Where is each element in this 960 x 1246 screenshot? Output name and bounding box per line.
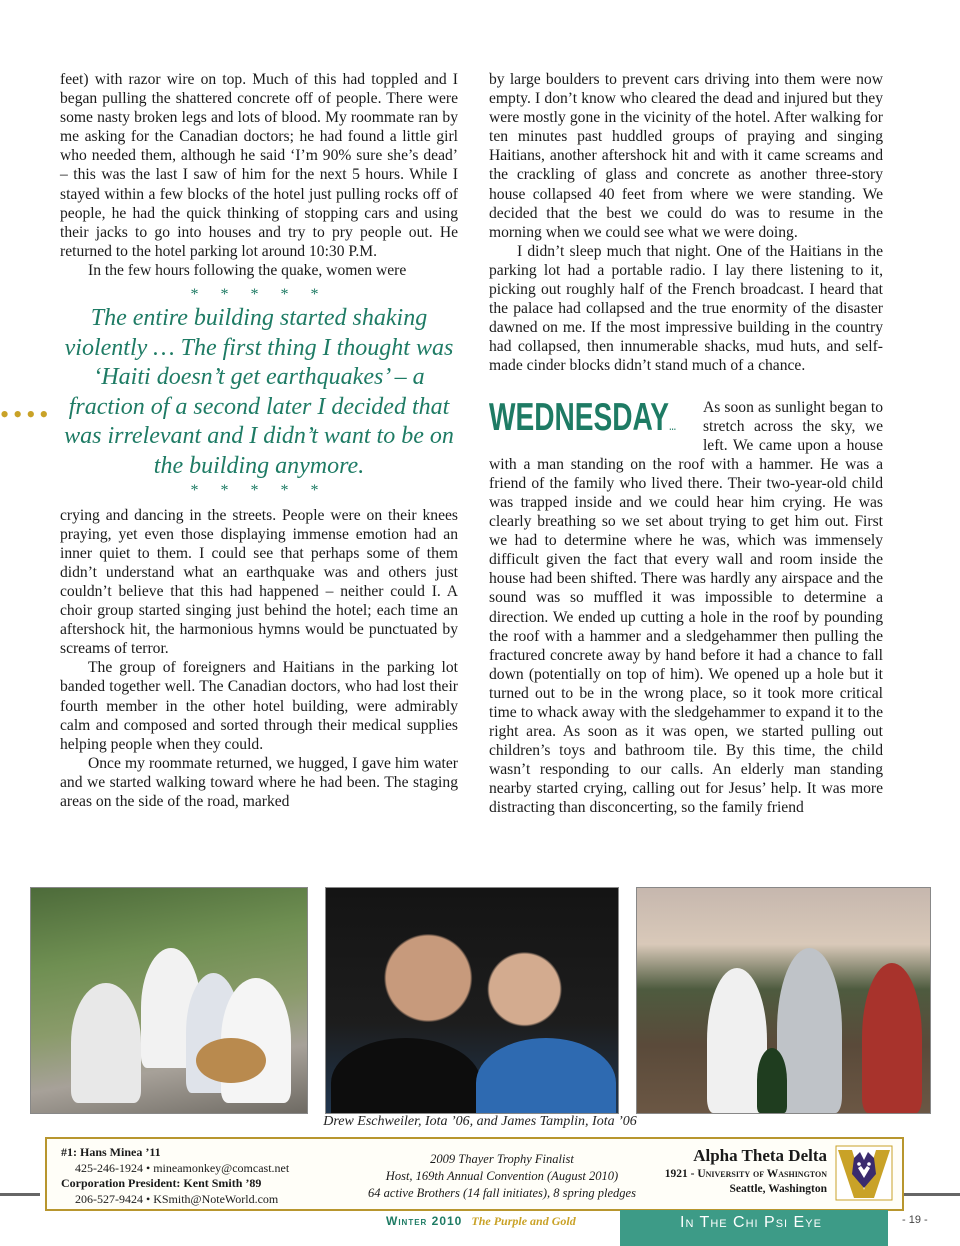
left-column [60, 70, 458, 811]
page-footer [0, 1210, 960, 1246]
footer-season: Winter 2010 [386, 1214, 463, 1228]
highlight-1: 2009 Thayer Trophy Finalist [430, 1152, 574, 1166]
contact-name-1: #1: Hans Minea ’11 [61, 1145, 161, 1159]
pull-quote-stars-top: * * * * * [190, 286, 328, 304]
pull-quote-text: The entire building started shaking violently … The first thing I thought was ‘Haiti doesn’t get earthquakes’ – a fraction of a second later I decided that was irrelevant and I didn’t want to be on the building anymore. [64, 305, 454, 479]
husky-crest-icon [834, 1144, 894, 1202]
contact-details-1: 425-246-1924 • mineamonkey@comcast.net [75, 1160, 290, 1175]
chapter-location: Seattle, Washington [729, 1183, 827, 1195]
chapter-highlights [362, 1151, 642, 1202]
pull-quote [54, 286, 464, 500]
right-paragraph-3-text: As soon as sunlight began to stretch across the sky, we left. We came upon a house with a man standing on the roof with a hammer. He was a friend of the family who lived there. Their two-year-old child was trapped inside and we could hear him crying. He was clearly breathing so we set about trying to get him out. First we had to determine where he was, which was immensely difficult given the fact that every wall and room inside the house had been shifted. There was hardly any airspace and the sound was so muffled it was impossible to determine a direction. We ended up cutting a hole in the roof by pounding the roof with a hammer and a sledgehammer then pulling the fractured concrete away by hand before it had a chance to fall down (potentially on top of him). We opened up a hole but it turned out to be in the wrong place, so it took more critical time to whack away with the sledgehammer to expand it to the right area. As soon as it was open, we started pulling out children’s toys and bathroom tile. By this time, the child wasn’t responding to our calls. An elderly man standing nearby started crying, calling out for Jesus’ help. It was more distracting than disconcerting, so the family friend [489, 398, 883, 817]
chapter-identity [647, 1145, 827, 1197]
left-paragraph-5: Once my roommate returned, we hugged, I gave him water and we started walking toward where he had been. The staging areas on the side of the road, marked [60, 754, 458, 810]
right-paragraph-1: by large boulders to prevent cars driving into them were now empty. I don’t know who cleared the dead and injured but they were mostly gone in the vicinity of the hotel. After walking for ten minutes past huddled groups of praying and singing Haitians, another aftershock hit and with it came screams and the crackling of glass and concrete as another three-story house collapsed 40 feet from where we were standing. We decided that the best we could do was to resume in the morning when we could see what we were doing. [489, 71, 883, 241]
divider-line-right [902, 1193, 960, 1196]
left-paragraph-1: feet) with razor wire on top. Much of this had toppled and I began pulling the shattered concrete off of people. There were some nasty broken legs and lots of blood. My roommate ran by me asking for the Canadian doctors; he had found a little girl who needed them, although he said ‘I’m 90% sure she’s dead’ – this was the last I saw of him for the next 5 hours. While I stayed within a few blocks of the hotel just pulling rocks off of people, he had the quick thinking of stopping cars and using their jacks to go into houses and try to pry people out. He returned to the hotel parking lot around 10:30 P.M. [60, 71, 458, 260]
divider-line-left [0, 1193, 40, 1196]
chapter-info-box [45, 1137, 904, 1211]
photo-group-with-guitar [30, 887, 308, 1114]
heading-text: WEDNESDAY [489, 395, 669, 439]
page-number: - 19 - [902, 1214, 928, 1226]
right-paragraph-3 [489, 395, 883, 818]
chapter-name: Alpha Theta Delta [693, 1146, 827, 1165]
footer-publication [386, 1214, 576, 1229]
heading-ellipsis: … [668, 421, 677, 433]
left-paragraph-3: crying and dancing in the streets. People were on their knees praying, yet even those displaying immense emotion had an inner quiet to them. I could see that perhaps some of them didn’t understand what an earthquake was and others just couldn’t believe that this had happened – neither could I. A choir group started singing just behind the hotel; each time an aftershock hit, the harmonious hymns would be punctuated by screams of terror. [60, 506, 458, 658]
contact-name-2: Corporation President: Kent Smith ’89 [61, 1176, 262, 1190]
footer-magazine: The Purple and Gold [471, 1214, 576, 1228]
left-paragraph-2: In the few hours following the quake, women were [88, 261, 407, 279]
chapter-contacts [61, 1145, 289, 1207]
right-column [489, 70, 883, 818]
highlight-3: 64 active Brothers (14 fall initiates), 8 spring pledges [368, 1186, 636, 1200]
left-paragraph-4: The group of foreigners and Haitians in the parking lot banded together well. The Canadian doctors, who had lost their fourth member in the other hotel building, were admirably calm and composed and sorted through their medical supplies helping people when they could. [60, 659, 458, 753]
contact-details-2: 206-527-9424 • KSmith@NoteWorld.com [75, 1191, 279, 1206]
gold-dots-ornament: •••• [0, 400, 53, 429]
photo-two-brothers-portrait [325, 887, 619, 1114]
footer-section-band [620, 1210, 888, 1246]
photo-dancing-outdoors [636, 887, 931, 1114]
footer-section-title: In The Chi Psi Eye [680, 1214, 822, 1231]
chapter-founding: 1921 - University of Washington [664, 1168, 827, 1180]
photo-caption: Drew Eschweiler, Iota ’06, and James Tamplin, Iota ’06 [323, 1114, 637, 1129]
right-paragraph-2: I didn’t sleep much that night. One of the Haitians in the parking lot had a portable radio. I lay there listening to it, picking out roughly half of the French broadcast. I heard that the palace had collapsed and the true enormity of the disaster dawned on me. If the most impressive building in the country had collapsed, then innumerable shacks, mud huts, and self-made cinder blocks didn’t stand much of a chance. [489, 242, 883, 375]
highlight-2: Host, 169th Annual Convention (August 2010) [385, 1169, 619, 1183]
pull-quote-stars-bottom: * * * * * [190, 481, 328, 499]
section-heading-wednesday [489, 395, 677, 439]
